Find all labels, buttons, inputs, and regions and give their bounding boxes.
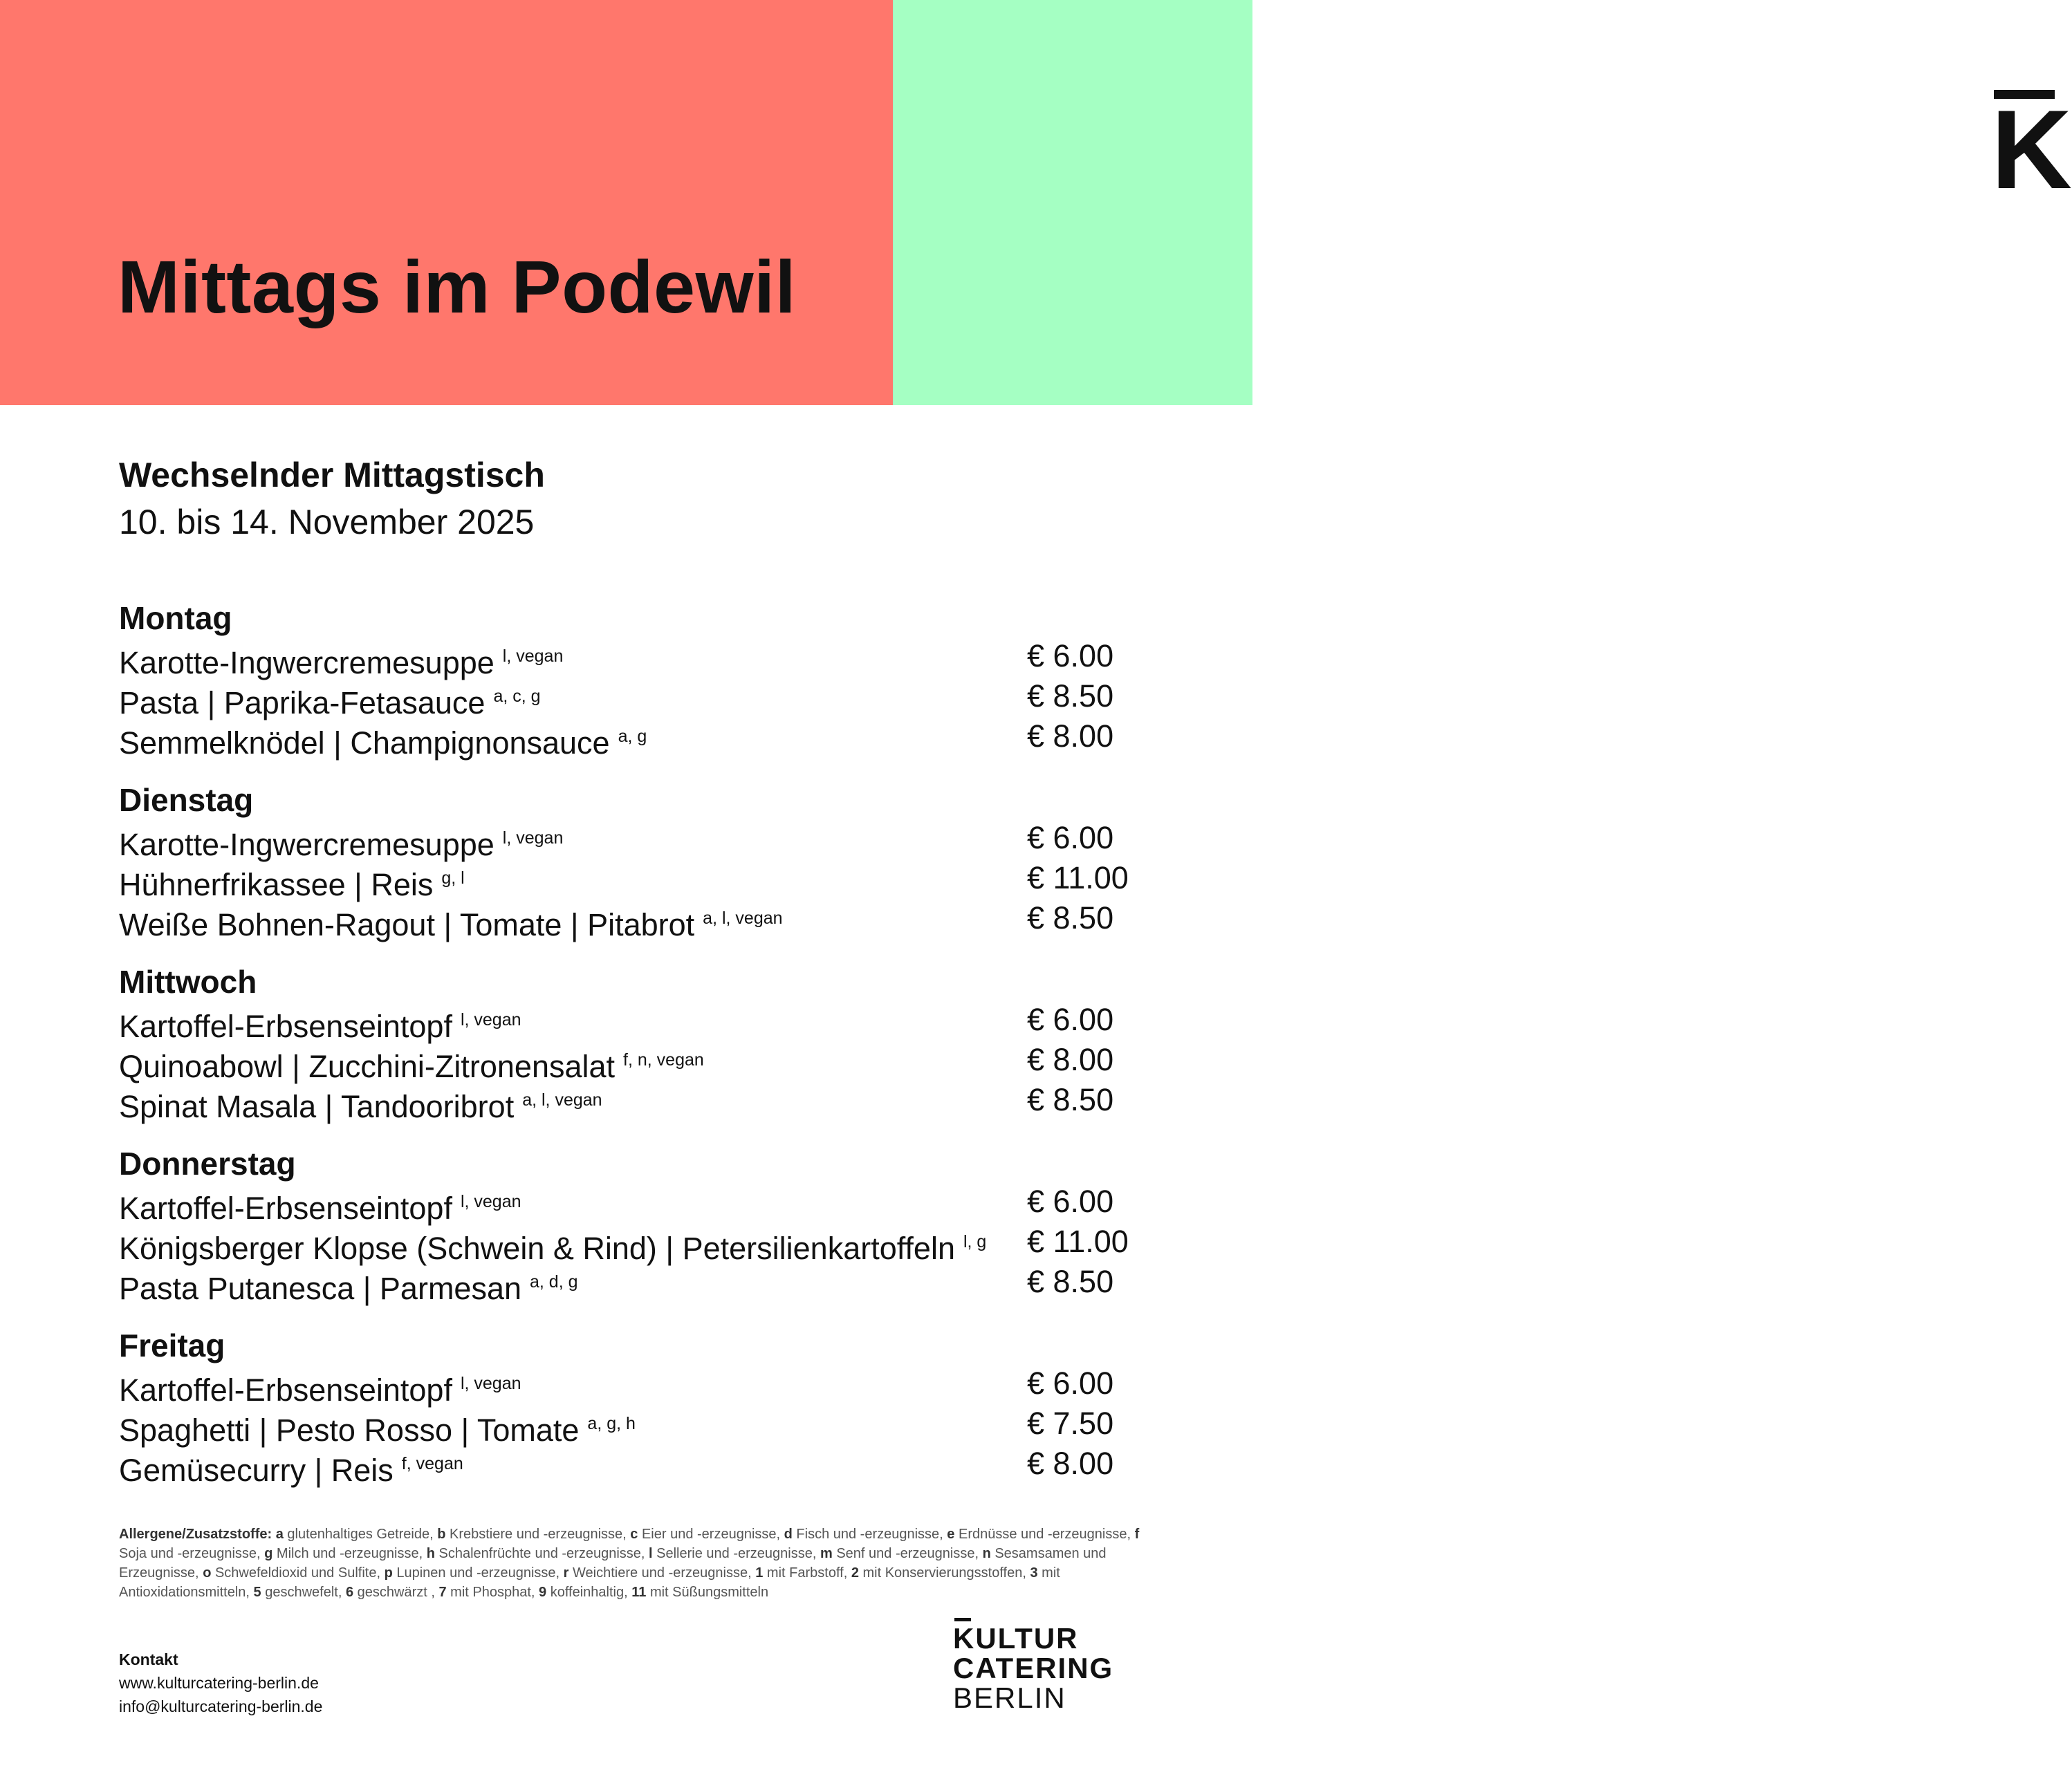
allergen-code: 1 xyxy=(755,1565,764,1581)
allergen-code: 5 xyxy=(253,1585,261,1600)
menu-item-price: € 6.00 xyxy=(1027,1366,1114,1401)
menu-item-allergens: l, vegan xyxy=(460,1192,521,1211)
allergen-description: Fisch und -erzeugnisse, xyxy=(796,1527,943,1542)
allergen-code: o xyxy=(203,1565,212,1581)
weekly-menu xyxy=(119,600,1156,1509)
menu-item-price: € 7.50 xyxy=(1027,1406,1114,1441)
menu-item-price: € 11.00 xyxy=(1027,860,1129,895)
menu-item-name: Spaghetti | Pesto Rosso | Tomate xyxy=(119,1413,580,1448)
allergen-description: Senf und -erzeugnisse, xyxy=(836,1546,979,1561)
menu-item xyxy=(119,1222,1156,1266)
menu-item-name: Karotte-Ingwercremesuppe xyxy=(119,827,494,862)
day-name: Mittwoch xyxy=(119,964,257,1000)
allergen-code: g xyxy=(264,1546,273,1561)
allergen-code: 7 xyxy=(438,1585,447,1600)
menu-item xyxy=(119,818,1156,862)
menu-item xyxy=(119,1444,1156,1488)
allergen-description: Schalenfrüchte und -erzeugnisse, xyxy=(438,1546,645,1561)
allergen-legend-label: Allergene/Zusatzstoffe: xyxy=(119,1527,272,1542)
header-green-panel xyxy=(893,0,2072,405)
allergen-description: mit Farbstoff, xyxy=(766,1565,848,1581)
allergen-code: b xyxy=(437,1527,446,1542)
menu-item-allergens: a, d, g xyxy=(530,1272,578,1292)
brand-line-2: CATERING xyxy=(953,1652,1114,1684)
allergen-code: 3 xyxy=(1030,1565,1038,1581)
menu-item-price: € 8.50 xyxy=(1027,900,1114,935)
menu-item-name: Hühnerfrikassee | Reis xyxy=(119,867,434,902)
menu-item xyxy=(119,636,1156,680)
allergen-code: n xyxy=(982,1546,991,1561)
allergen-code: 11 xyxy=(631,1585,647,1600)
brand-line-1: KULTUR xyxy=(953,1622,1079,1655)
menu-item xyxy=(119,1000,1156,1044)
menu-item-name: Spinat Masala | Tandooribrot xyxy=(119,1089,515,1124)
brand-logo-bar xyxy=(954,1618,971,1621)
menu-item xyxy=(119,858,1156,902)
day-name: Donnerstag xyxy=(119,1146,296,1182)
menu-item-allergens: a, l, vegan xyxy=(522,1090,602,1110)
allergen-description: koffeinhaltig, xyxy=(550,1585,628,1600)
allergen-description: Sellerie und -erzeugnisse, xyxy=(656,1546,817,1561)
allergen-description: mit Konservierungsstoffen, xyxy=(862,1565,1026,1581)
menu-item-price: € 6.00 xyxy=(1027,1184,1114,1219)
menu-subtitle: Wechselnder Mittagstisch xyxy=(119,456,545,494)
allergen-code: r xyxy=(563,1565,569,1581)
menu-item-name: Karotte-Ingwercremesuppe xyxy=(119,645,494,680)
allergen-description: Soja und -erzeugnisse, xyxy=(119,1546,261,1561)
header-red-panel xyxy=(0,0,893,405)
allergen-code: 9 xyxy=(539,1585,547,1600)
menu-item xyxy=(119,1262,1156,1306)
kultur-catering-berlin-logo xyxy=(953,1618,1133,1713)
menu-item-allergens: a, l, vegan xyxy=(703,909,783,928)
header-banner xyxy=(0,0,2072,405)
menu-item-allergens: f, vegan xyxy=(401,1454,463,1473)
allergen-code: f xyxy=(1134,1527,1140,1542)
menu-item-allergens: l, vegan xyxy=(502,828,564,848)
menu-item-name: Pasta Putanesca | Parmesan xyxy=(119,1271,522,1306)
allergen-code: m xyxy=(820,1546,833,1561)
menu-item-allergens: f, n, vegan xyxy=(623,1050,704,1070)
contact-title: Kontakt xyxy=(119,1650,178,1668)
contact-website-link[interactable]: www.kulturcatering-berlin.de xyxy=(119,1674,319,1692)
day-name: Dienstag xyxy=(119,782,254,818)
allergen-code: h xyxy=(426,1546,435,1561)
menu-item-allergens: a, g, h xyxy=(587,1414,636,1433)
page-title: Mittags im Podewil xyxy=(118,245,797,328)
menu-item xyxy=(119,898,1156,942)
contact-email-link[interactable]: info@kulturcatering-berlin.de xyxy=(119,1697,323,1715)
menu-item xyxy=(119,1363,1156,1408)
menu-item-price: € 8.50 xyxy=(1027,1082,1114,1117)
allergen-description: geschwefelt, xyxy=(265,1585,342,1600)
allergen-description: Eier und -erzeugnisse, xyxy=(641,1527,781,1542)
day-name: Freitag xyxy=(119,1328,225,1363)
allergen-description: mit Phosphat, xyxy=(450,1585,535,1600)
k-logo-letter: K xyxy=(1991,87,2072,212)
menu-item-price: € 6.00 xyxy=(1027,638,1114,673)
day-section xyxy=(119,600,1156,761)
menu-item-allergens: a, g xyxy=(618,727,647,746)
allergen-description: geschwärzt , xyxy=(357,1585,435,1600)
menu-item xyxy=(119,1182,1156,1226)
allergen-code: d xyxy=(784,1527,793,1542)
allergen-code: c xyxy=(630,1527,638,1542)
menu-item-allergens: l, g xyxy=(963,1232,987,1251)
menu-item-price: € 8.50 xyxy=(1027,1264,1114,1299)
k-logo-icon xyxy=(1991,87,2072,212)
menu-item-name: Pasta | Paprika-Fetasauce xyxy=(119,685,485,720)
menu-item-price: € 6.00 xyxy=(1027,820,1114,855)
menu-item-price: € 8.00 xyxy=(1027,718,1114,754)
allergen-description: Sesamsamen und Erzeugnisse, xyxy=(119,1546,1107,1581)
allergen-code: e xyxy=(947,1527,955,1542)
allergen-code: 2 xyxy=(851,1565,859,1581)
menu-item-allergens: a, c, g xyxy=(493,687,541,706)
allergen-description: Erdnüsse und -erzeugnisse, xyxy=(958,1527,1131,1542)
day-section xyxy=(119,964,1156,1124)
allergen-legend xyxy=(119,1525,1156,1602)
day-section xyxy=(119,1328,1156,1488)
menu-item-name: Weiße Bohnen-Ragout | Tomate | Pitabrot xyxy=(119,907,695,942)
menu-item-name: Gemüsecurry | Reis xyxy=(119,1453,394,1488)
allergen-code: a xyxy=(275,1527,284,1542)
menu-item-price: € 8.50 xyxy=(1027,678,1114,714)
day-section xyxy=(119,1146,1156,1306)
menu-item xyxy=(119,1404,1156,1448)
allergen-code: 6 xyxy=(345,1585,354,1600)
allergen-description: Krebstiere und -erzeugnisse, xyxy=(450,1527,627,1542)
menu-item-price: € 11.00 xyxy=(1027,1224,1129,1259)
allergen-description: Lupinen und -erzeugnisse, xyxy=(396,1565,560,1581)
allergen-code: l xyxy=(649,1546,653,1561)
allergen-description: Milch und -erzeugnisse, xyxy=(276,1546,423,1561)
menu-item-allergens: l, vegan xyxy=(460,1374,521,1393)
menu-item-name: Kartoffel-Erbsenseintopf xyxy=(119,1009,452,1044)
allergen-code: p xyxy=(384,1565,393,1581)
menu-dates: 10. bis 14. November 2025 xyxy=(119,503,535,541)
menu-item-name: Quinoabowl | Zucchini-Zitronensalat xyxy=(119,1049,616,1084)
day-name: Montag xyxy=(119,600,232,636)
menu-item-allergens: l, vegan xyxy=(502,646,564,666)
menu-item-name: Kartoffel-Erbsenseintopf xyxy=(119,1191,452,1226)
menu-item-allergens: l, vegan xyxy=(460,1010,521,1030)
menu-item-name: Semmelknödel | Champignonsauce xyxy=(119,725,610,761)
menu-item xyxy=(119,1040,1156,1084)
day-section xyxy=(119,782,1156,942)
menu-item-price: € 8.00 xyxy=(1027,1042,1114,1077)
allergen-description: Weichtiere und -erzeugnisse, xyxy=(573,1565,752,1581)
menu-item xyxy=(119,716,1156,761)
menu-item-allergens: g, l xyxy=(441,868,465,888)
menu-item-name: Kartoffel-Erbsenseintopf xyxy=(119,1372,452,1408)
allergen-description: Schwefeldioxid und Sulfite, xyxy=(214,1565,381,1581)
menu-item-name: Königsberger Klopse (Schwein & Rind) | Petersilienkartoffeln xyxy=(119,1231,955,1266)
menu-item xyxy=(119,676,1156,720)
allergen-description: glutenhaltiges Getreide, xyxy=(287,1527,434,1542)
allergen-description: mit Süßungsmitteln xyxy=(649,1585,769,1600)
menu-item xyxy=(119,1080,1156,1124)
contact-block xyxy=(119,1648,322,1718)
allergen-description: mit Antioxidationsmitteln, xyxy=(119,1565,1060,1600)
brand-line-3: BERLIN xyxy=(953,1682,1066,1714)
menu-item-price: € 8.00 xyxy=(1027,1446,1114,1481)
menu-item-price: € 6.00 xyxy=(1027,1002,1114,1037)
